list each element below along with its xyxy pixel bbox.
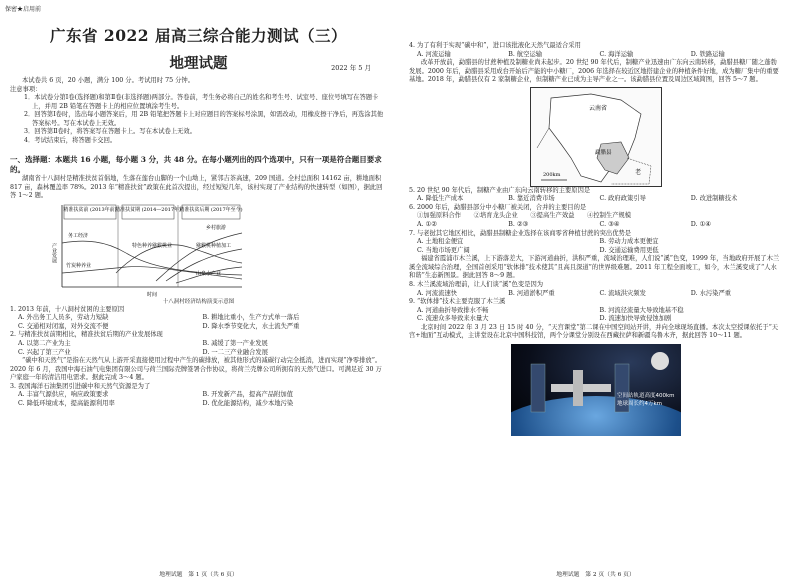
option[interactable]: A. ①② [417,221,437,229]
period-label: 精准扶贫前 (2013年前) [63,206,117,213]
question-stem: 2. 与精准扶贫前期相比，精准扶贫后期的产业发展体现 [10,331,163,339]
y-axis-label: 产业发展 [51,242,57,263]
notice-item: 4．考试结束后，将答题卡交回。 [24,136,117,144]
question-stem: 4. 为了有利于实现“碳中和”，进口该批液化天然气最适合采用 [409,42,581,49]
question-stem: 7. 与老挝其它地区相比，勐腊县制糖企业选择在该商零省种植甘蔗的突出优势是 [409,229,632,237]
map-label: 云南省 [588,104,607,112]
question-stem: 8. 木兰溪流域治理前，让人们谈“溪”色变是因为 [409,280,544,288]
option[interactable]: A. 河道曲折导致排水不畅 [417,306,489,314]
period-label: 精准扶贫后期 (2017年至今) [179,206,243,213]
x-axis-label: 时间 [146,291,158,298]
passage-2: “碳中和天然气”是指在天然气从上游开采直接使用过程中产生的碳排放，被其他形式的减碳行动完全抵消，进而实现“净零排放”。2020 年 6 月，我国中海石油气电集团有限公司与荷兰国际壳牌签署合作协议，将荷兰壳牌公司所拥有的天然气进口。可满足近 30 万户家庭一年的清洁用电需求。据此完成 3～4 题。 [10,357,382,382]
notice-title: 注意事项： [10,85,42,93]
option[interactable]: A. 河流运输 [417,50,451,58]
section-heading: 一、选择题：本题共 16 小题，每小题 3 分，共 48 分。在每小题列出的四个选项中，只有一项是符合题目要求的。 [10,155,382,175]
option[interactable]: D. 交通运输费用更低 [599,246,659,254]
page-footer: 地理试题 第 1 页（共 6 页） [159,572,238,578]
option[interactable]: B. 河道淤积严重 [508,289,555,297]
option[interactable]: D. 水污染严重 [690,289,732,297]
series-label: 山泉水产业 [196,270,222,277]
chart-svg [46,203,246,299]
option-list [10,314,387,331]
option[interactable]: B. ②③ [508,221,529,229]
option[interactable]: C. ③④ [599,221,620,229]
question-stem: 6. 2000 年后，勐腊县部分中小糖厂被关闭，合并的主要目的是 [409,203,587,211]
photo-caption-line: 空间站轨道高度400km [616,392,675,399]
option[interactable]: B. 靠近消费市场 [508,195,555,203]
option[interactable]: C. 降低环境成本，提高能源利用率 [18,399,115,407]
map-label: 老 [634,168,641,176]
question-stem: 9. “软体排”技术主要克服了木兰溪 [409,298,506,306]
series-label: 特色种养猕猴桃业 [132,242,173,249]
option-list [409,195,782,204]
passage-4: 福建省霞浦市木兰溪，上下游落差大，下游河道曲折，洪积严重，流域治理难，人们说“溪”色变，1999 年，当地政府开展了木兰溪全流域综合治理，全国首创采用“软体排”技术使其“且高且深道”的世界级难题。2011 年工程全面竣工，如今，木兰溪变成了“人水和谐”生态新图景。据此回答 8～9 题。 [409,255,780,280]
page-2 [397,0,794,582]
option[interactable]: C. 当地市场更广阔 [417,246,470,254]
exam-title: 广东省 2022 届高三综合能力测试（三） [50,26,347,45]
option[interactable]: D. 铁路运输 [690,50,725,58]
location-map [530,87,662,187]
question-stem: 3. 我国海洋石油集团引进碳中和天然气资源是为了 [10,382,151,390]
border-line [537,128,549,148]
series-label: 务工经济 [68,232,89,239]
option-list [409,51,782,60]
option[interactable]: A. 土地租金便宜 [417,238,464,246]
intro-text: 本试卷共 6 页，20 小题，满分 100 分。考试用时 75 分钟。 [22,77,194,84]
scale-label: 200km [542,171,560,178]
option[interactable]: C. 海洋运输 [599,50,634,58]
option[interactable]: D. ①④ [690,221,711,229]
map-label: 勐腊县 [594,149,612,156]
option[interactable]: C. 兴起了第三产业 [18,348,71,356]
series-label: 猕猴桃种植加工 [196,242,232,249]
option[interactable]: D. 改进制糖技术 [690,195,738,203]
statement-list: ①加强原料合作 ②培育龙头企业 ③提高生产效益 ④控制生产规模 [417,212,632,220]
option[interactable]: A. 降低生产成本 [417,195,464,203]
economy-structure-chart [46,203,246,299]
option[interactable]: B. 劳动力成本更便宜 [599,238,659,246]
page-footer: 地理试题 第 2 页（共 6 页） [556,572,635,578]
option[interactable]: A. 丰富气源供应，响应政策要求 [18,391,109,399]
map-svg [531,88,661,186]
option-list [409,290,782,299]
notice-item: 1．本试卷分第Ⅰ卷(选择题)和第Ⅱ卷(非选择题)两部分。答卷前，考生务必将自己的姓名和考生号、试室号、座位号填写在答题卡上，并用 2B 铅笔在答题卡上的相应位置填涂考生号。 [24,94,379,110]
option[interactable]: A. 外出务工人员多，劳动力短缺 [18,314,109,322]
option-list [10,340,387,357]
photo-caption [617,392,675,408]
option[interactable]: B. 耕地比重小，生产方式单一落后 [202,314,300,322]
option[interactable]: D. 流速加快导致侵蚀加剧 [599,315,672,323]
space-station-photo [511,344,681,436]
option[interactable]: B. 航空运输 [508,50,543,58]
option[interactable]: C. 交通相对闭塞，对外交流不便 [18,322,109,330]
series-label: 乡村旅游 [206,224,227,231]
passage-5: 北京时间 2022 年 3 月 23 日 15 时 40 分，“天宫课堂”第二课在中国空间站开讲，并向全球现场直播。本次太空授课依托于“天宫+地面”互动模式，主讲堂设在北京中国科技馆，两个分课堂分别设在西藏拉萨和新疆乌鲁木齐，据此回答 10～11 题。 [409,323,779,340]
subject-title: 地理试题 [169,55,228,72]
series-label: 竹炭种养业 [66,262,92,269]
option[interactable]: C. 流速众多导致来水量大 [417,315,489,323]
option[interactable]: B. 开发新产品，提高产品附加值 [202,391,293,399]
option-list [409,307,782,324]
question-stem: 5. 20 世纪 90 年代后，制糖产业由广东向云南转移的主要原因是 [409,186,591,194]
option[interactable]: D. 一二三产业融合发展 [202,348,268,356]
passage-3: 改革开放前，勐腊县的甘蔗种植及制糖业尚未起步。20 世纪 90 年代后，制糖产业迅速由广东向云南转移，勐腊县糖厂随之蓬勃发展。2000 年后，勐腊县采用成台开始后产能的中小糖厂，2006 年选择在较近区地搭建企业的种植条件好地，成为糖厂集中的重要基地。2018 年，勐腊县仅有 2 家制糖企业，但制糖产业已成为主导产业之一。该勐腊县位置及周边区域简图，回答 5～7 题。 [409,59,779,84]
option-list [409,238,782,255]
notice-item: 3．回答第Ⅱ卷时，将答案写在答题卡上。写在本试卷上无效。 [24,128,197,136]
exam-date: 2022 年 5 月 [331,64,371,72]
notice-item: 2．回答第Ⅰ卷时，选出每小题答案后，用 2B 铅笔把答题卡上对应题目的答案标号涂黑，如需改动，用橡皮擦干净后，再选涂其他答案标号。写在本试卷上无效。 [24,111,384,127]
option[interactable]: D. 优化能源结构，减少本地污染 [202,399,294,407]
confidential-label: 保密★启用前 [5,6,42,13]
option[interactable]: B. 减缓了第一产业发展 [202,339,268,347]
passage-1: 湖南省十八洞村是精准扶贫首倡地，生落在莲台山脚的一个山坳上，紧邻吉茶高速，209 国道。全村总面积 14162 亩，耕地面积 817 亩，森林覆盖率 78%。2013 年“精准扶贫”政策在此首次提出，经过短短几年，该村实现了产业结构的快速转型（如图），据此回答 1～2 题。 [10,175,383,200]
option[interactable]: C. 政府政策引导 [599,195,646,203]
exam-subtitle [10,52,387,73]
space-station-icon [511,344,681,436]
question-stem: 1. 2013 年前，十八洞村贫困的主要原因 [10,305,125,313]
option[interactable]: A. 以第二产业为主 [18,339,71,347]
chart-caption: 十八洞村经济结构演变示意图 [162,298,235,305]
option[interactable]: B. 河流径流量大导致地基不稳 [599,306,684,314]
period-label: 精准扶贫期 (2014—2017年) [115,206,181,213]
option[interactable]: A. 河流流速快 [417,289,458,297]
option-list [10,391,387,408]
option[interactable]: C. 流域洪灾频发 [599,289,646,297]
option[interactable]: D. 降水季节变化大，水土流失严重 [202,322,300,330]
option-list [409,221,782,230]
photo-caption-line: 地球周长约4万km [616,400,662,407]
